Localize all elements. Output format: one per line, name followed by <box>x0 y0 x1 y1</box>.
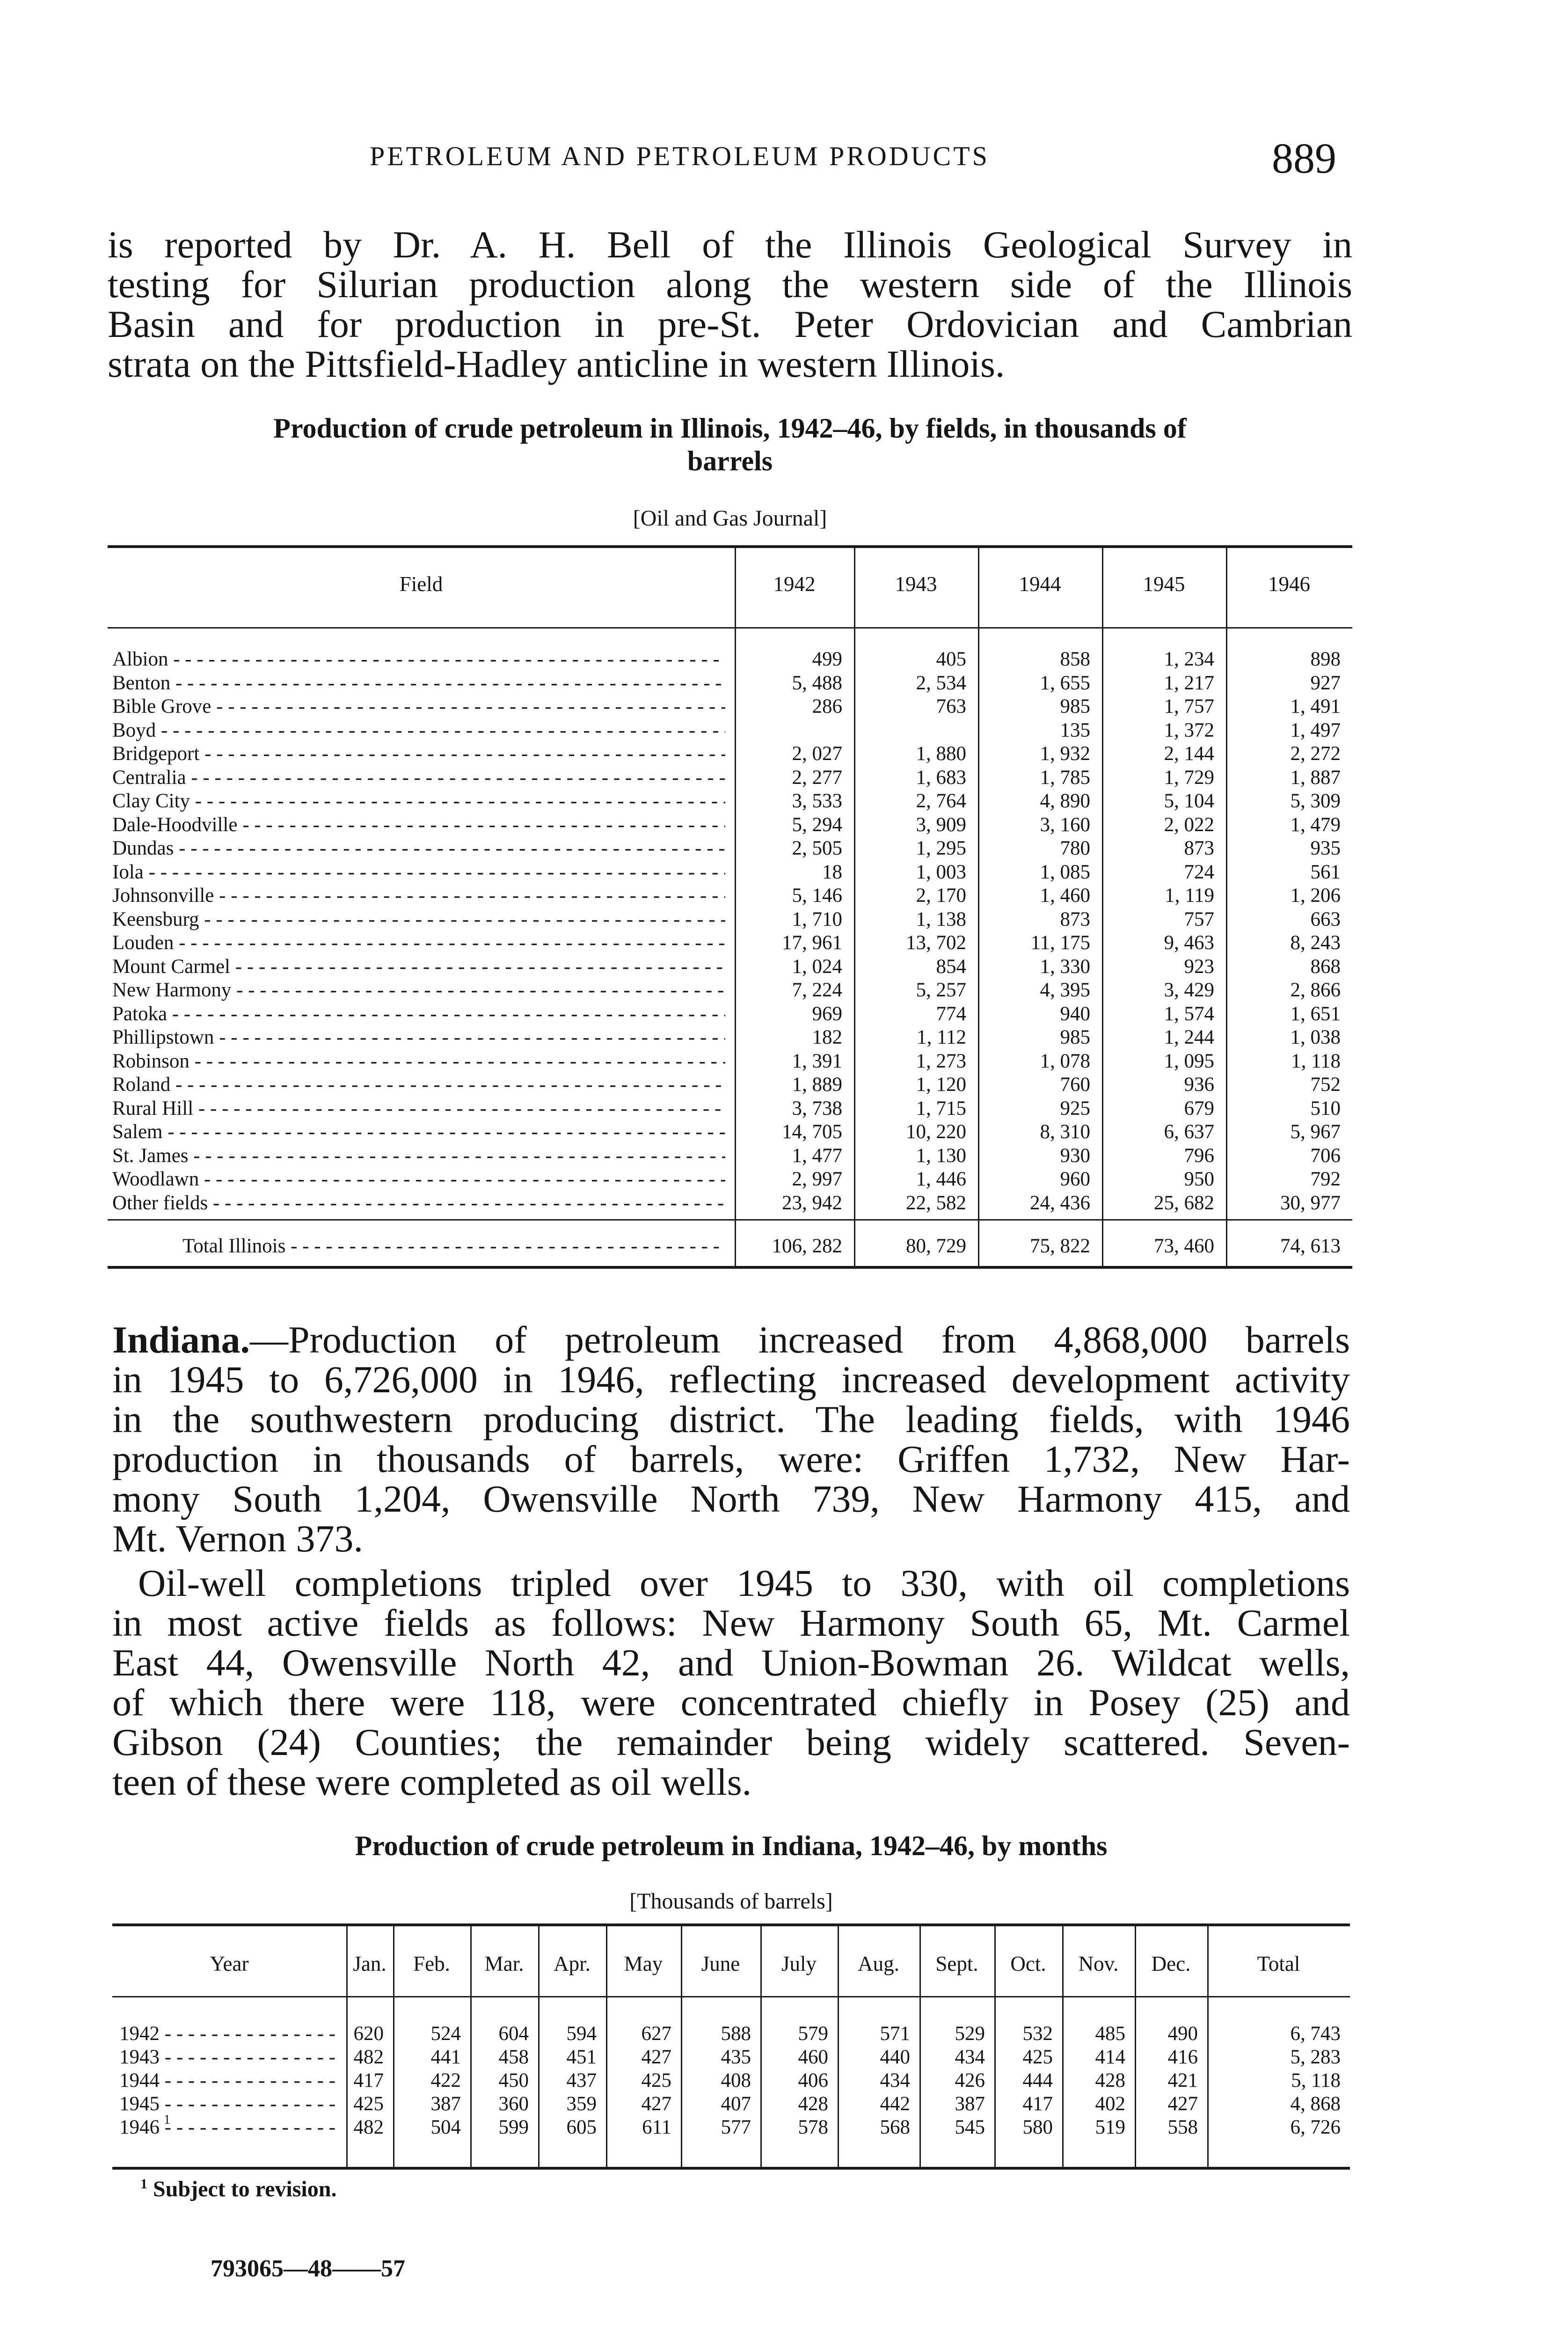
table-cell: 1, 217 <box>1164 672 1214 694</box>
table-cell: 135 <box>1060 719 1090 741</box>
table-cell: 482 <box>353 2046 384 2068</box>
total-cell: 75, 822 <box>1030 1235 1090 1257</box>
table-cell: 8, 243 <box>1290 932 1341 954</box>
table-cell: 960 <box>1060 1168 1090 1190</box>
column-header: 1943 <box>895 572 937 596</box>
table-cell: 425 <box>641 2069 671 2091</box>
table-cell: 2, 272 <box>1290 743 1341 765</box>
table-cell: 1, 477 <box>792 1144 842 1167</box>
table-cell: 599 <box>498 2116 529 2138</box>
table-cell: 9, 463 <box>1164 932 1214 954</box>
table-cell: 421 <box>1167 2069 1198 2091</box>
table-cell: 4, 395 <box>1040 979 1090 1001</box>
column-rule <box>735 545 736 1266</box>
table-cell: 858 <box>1060 648 1090 670</box>
table-cell: 2, 764 <box>916 790 966 812</box>
table-cell: 1, 683 <box>916 766 966 789</box>
table-cell: 5, 118 <box>1291 2069 1341 2091</box>
table-cell: 545 <box>955 2116 985 2138</box>
text-line: of which there were 118, were concentrated chiefly in Posey (25) and <box>112 1681 1350 1724</box>
table-cell: 1, 715 <box>916 1097 966 1119</box>
table-cell: 23, 942 <box>782 1192 842 1214</box>
print-code: 793065—48——57 <box>211 2255 405 2282</box>
table-cell: 1, 273 <box>916 1050 966 1072</box>
table-cell: 435 <box>721 2046 751 2068</box>
table-cell: 663 <box>1310 908 1341 930</box>
table-cell: 428 <box>798 2093 828 2115</box>
year-label: 1942 - - - <box>119 2022 339 2046</box>
table-cell: 8, 310 <box>1040 1121 1090 1143</box>
table-cell: 792 <box>1310 1168 1341 1190</box>
table-cell: 1, 085 <box>1040 861 1090 883</box>
table-cell: 1, 078 <box>1040 1050 1090 1072</box>
text-line: Gibson (24) Counties; the remainder being widely scattered. Seven- <box>112 1721 1350 1763</box>
column-header: May <box>624 1952 663 1975</box>
table-cell: 571 <box>880 2023 910 2045</box>
year-label: 1943 - - - <box>119 2045 339 2069</box>
total-cell: 80, 729 <box>906 1235 966 1257</box>
text-line: production in thousands of barrels, were: Griffen 1,732, New Har- <box>112 1438 1350 1480</box>
table-cell: 868 <box>1310 955 1341 978</box>
table-cell: 4, 890 <box>1040 790 1090 812</box>
table-cell: 6, 726 <box>1290 2116 1341 2138</box>
table-cell: 594 <box>566 2023 597 2045</box>
table-cell: 451 <box>566 2046 597 2068</box>
rule <box>108 545 1352 548</box>
table-cell: 460 <box>798 2046 828 2068</box>
table-cell: 1, 130 <box>916 1144 966 1167</box>
field-name: Iola - - - <box>112 860 725 884</box>
table-cell: 499 <box>812 648 842 670</box>
table-cell: 936 <box>1184 1074 1214 1096</box>
total-label: Total Illinois - - - <box>182 1234 725 1258</box>
table-cell: 1, 729 <box>1164 766 1214 789</box>
completions-paragraph <box>112 1563 1350 1802</box>
table-cell: 18 <box>822 861 842 883</box>
table-cell: 519 <box>1095 2116 1125 2138</box>
text-line: in 1945 to 6,726,000 in 1946, reflecting increased development activity <box>112 1358 1350 1401</box>
illinois-table-source: [Oil and Gas Journal] <box>633 506 827 531</box>
table-cell: 558 <box>1167 2116 1198 2138</box>
field-name: New Harmony - - - <box>112 978 725 1002</box>
table-cell: 442 <box>880 2093 910 2115</box>
column-rule <box>1102 545 1103 1266</box>
field-name: Bridgeport - - - <box>112 742 725 766</box>
table-cell: 578 <box>798 2116 828 2138</box>
table-cell: 440 <box>880 2046 910 2068</box>
field-name: Dundas - - - <box>112 836 725 860</box>
field-name: Albion - - - <box>112 647 725 671</box>
table-cell: 1, 206 <box>1290 885 1341 907</box>
table-cell: 490 <box>1167 2023 1198 2045</box>
column-header: Apr. <box>554 1952 591 1975</box>
table-cell: 1, 785 <box>1040 766 1090 789</box>
table-cell: 568 <box>880 2116 910 2138</box>
table-cell: 3, 738 <box>792 1097 842 1119</box>
table-cell: 3, 533 <box>792 790 842 812</box>
table-cell: 22, 582 <box>906 1192 966 1214</box>
table-cell: 2, 277 <box>792 766 842 789</box>
table-cell: 930 <box>1060 1144 1090 1167</box>
field-name: Boyd - - - <box>112 718 725 742</box>
table-cell: 925 <box>1060 1097 1090 1119</box>
page-number: 889 <box>1272 134 1336 182</box>
field-name: Salem - - - <box>112 1120 725 1144</box>
table-cell: 5, 294 <box>792 813 842 836</box>
footnote-ref: 1 <box>164 2113 170 2127</box>
field-name: Bible Grove - - - <box>112 695 725 718</box>
field-name: Benton - - - <box>112 671 725 695</box>
table-cell: 620 <box>353 2023 384 2045</box>
text-line: testing for Silurian production along the western side of the Illinois <box>108 263 1352 306</box>
table-cell: 2, 534 <box>916 672 966 694</box>
table-cell: 427 <box>1167 2093 1198 2115</box>
column-header: Mar. <box>484 1952 524 1975</box>
table-cell: 387 <box>430 2093 461 2115</box>
table-cell: 2, 170 <box>916 885 966 907</box>
footnote: $^1$ Subject to revision. <box>140 2176 337 2201</box>
table-cell: 485 <box>1095 2023 1125 2045</box>
table-cell: 935 <box>1310 837 1341 859</box>
table-cell: 529 <box>955 2023 985 2045</box>
column-rule <box>1226 545 1227 1266</box>
table-cell: 360 <box>498 2093 529 2115</box>
table-cell: 30, 977 <box>1280 1192 1341 1214</box>
table-cell: 1, 120 <box>916 1074 966 1096</box>
table-cell: 969 <box>812 1002 842 1025</box>
illinois-table-title: Production of crude petroleum in Illinois, 1942–46, by fields, in thousands of barrels <box>273 413 1187 476</box>
table-cell: 417 <box>353 2069 384 2091</box>
text-line: Basin and for production in pre-St. Peter Ordovician and Cambrian <box>108 303 1352 345</box>
table-cell: 1, 095 <box>1164 1050 1214 1072</box>
field-name: Rural Hill - - - <box>112 1097 725 1120</box>
table-cell: 427 <box>641 2046 671 2068</box>
table-cell: 3, 160 <box>1040 813 1090 836</box>
table-cell: 426 <box>955 2069 985 2091</box>
section-heading: Indiana. <box>112 1318 250 1361</box>
field-name: Johnsonville - - - <box>112 884 725 907</box>
table-cell: 1, 391 <box>792 1050 842 1072</box>
indiana-table-unit: [Thousands of barrels] <box>629 1889 833 1914</box>
table-cell: 434 <box>880 2069 910 2091</box>
field-name: St. James - - - <box>112 1144 725 1168</box>
table-cell: 1, 138 <box>916 908 966 930</box>
table-cell: 796 <box>1184 1144 1214 1167</box>
table-cell: 985 <box>1060 1026 1090 1048</box>
table-cell: 6, 743 <box>1290 2023 1341 2045</box>
table-cell: 605 <box>566 2116 597 2138</box>
year-label: 1946 - - - <box>119 2115 339 2139</box>
table-cell: 2, 022 <box>1164 813 1214 836</box>
table-cell: 1, 244 <box>1164 1026 1214 1048</box>
table-cell: 425 <box>1022 2046 1053 2068</box>
table-cell: 1, 460 <box>1040 885 1090 907</box>
table-cell: 1, 446 <box>916 1168 966 1190</box>
table-cell: 780 <box>1060 837 1090 859</box>
table-cell: 774 <box>936 1002 966 1025</box>
text-line: teen of these were completed as oil wells. <box>112 1761 752 1803</box>
column-header: 1942 <box>773 572 816 596</box>
table-cell: 927 <box>1310 672 1341 694</box>
table-cell: 950 <box>1184 1168 1214 1190</box>
rule <box>112 2167 1350 2170</box>
rule <box>108 627 1352 629</box>
field-name: Dale-Hoodville - - - <box>112 813 725 837</box>
table-cell: 2, 144 <box>1164 743 1214 765</box>
table-cell: 1, 651 <box>1290 1002 1341 1025</box>
table-cell: 611 <box>642 2116 671 2138</box>
table-cell: 24, 436 <box>1030 1192 1090 1214</box>
table-cell: 1, 119 <box>1165 885 1214 907</box>
table-cell: 752 <box>1310 1074 1341 1096</box>
table-cell: 524 <box>430 2023 461 2045</box>
table-cell: 417 <box>1022 2093 1053 2115</box>
field-name: Clay City - - - <box>112 789 725 813</box>
rule <box>112 1923 1350 1926</box>
table-cell: 182 <box>812 1026 842 1048</box>
rule <box>108 1219 1352 1221</box>
table-cell: 1, 889 <box>792 1074 842 1096</box>
table-cell: 405 <box>936 648 966 670</box>
column-header: Dec. <box>1151 1952 1191 1975</box>
table-cell: 7, 224 <box>792 979 842 1001</box>
text-line: mony South 1,204, Owensville North 739, New Harmony 415, and <box>112 1477 1350 1520</box>
year-label: 1944 - - - <box>119 2069 339 2092</box>
table-cell: 406 <box>798 2069 828 2091</box>
text-line: Indiana.—Production of petroleum increased from 4,868,000 barrels <box>112 1318 1350 1361</box>
intro-paragraph <box>108 225 1352 384</box>
table-cell: 1, 497 <box>1290 719 1341 741</box>
column-header: July <box>781 1952 817 1975</box>
column-header: 1946 <box>1268 572 1310 596</box>
table-cell: 1, 372 <box>1164 719 1214 741</box>
column-header: Field <box>399 572 443 596</box>
running-head: PETROLEUM AND PETROLEUM PRODUCTS <box>370 141 990 171</box>
table-cell: 13, 702 <box>906 932 966 954</box>
table-cell: 407 <box>721 2093 751 2115</box>
column-header: Sept. <box>935 1952 978 1975</box>
table-cell: 427 <box>641 2093 671 2115</box>
table-cell: 1, 038 <box>1290 1026 1341 1048</box>
table-cell: 1, 880 <box>916 743 966 765</box>
column-header: Nov. <box>1078 1952 1119 1975</box>
table-cell: 437 <box>566 2069 597 2091</box>
table-cell: 1, 491 <box>1290 695 1341 717</box>
table-cell: 5, 967 <box>1290 1121 1341 1143</box>
table-cell: 724 <box>1184 861 1214 883</box>
table-cell: 4, 868 <box>1290 2093 1341 2115</box>
table-cell: 1, 330 <box>1040 955 1090 978</box>
column-header: Jan. <box>353 1952 387 1975</box>
rule <box>112 1996 1350 1997</box>
table-cell: 1, 024 <box>792 955 842 978</box>
table-cell: 1, 003 <box>916 861 966 883</box>
column-header: Oct. <box>1010 1952 1046 1975</box>
table-cell: 5, 257 <box>916 979 966 1001</box>
table-cell: 5, 283 <box>1290 2046 1341 2068</box>
table-cell: 1, 479 <box>1290 813 1341 836</box>
table-cell: 1, 710 <box>792 908 842 930</box>
field-name: Woodlawn - - - <box>112 1167 725 1191</box>
field-name: Phillipstown - - - <box>112 1025 725 1049</box>
table-cell: 17, 961 <box>782 932 842 954</box>
text-line: Mt. Vernon 373. <box>112 1517 364 1560</box>
field-name: Other fields - - - <box>112 1191 725 1215</box>
total-cell: 73, 460 <box>1154 1235 1214 1257</box>
table-cell: 428 <box>1095 2069 1125 2091</box>
table-cell: 444 <box>1022 2069 1053 2091</box>
column-header: 1945 <box>1143 572 1185 596</box>
table-cell: 760 <box>1060 1074 1090 1096</box>
text-line: in most active fields as follows: New Harmony South 65, Mt. Carmel <box>112 1601 1350 1644</box>
table-cell: 873 <box>1184 837 1214 859</box>
table-cell: 873 <box>1060 908 1090 930</box>
column-header: June <box>701 1952 740 1975</box>
text-line: strata on the Pittsfield-Hadley anticline in western Illinois. <box>108 343 1005 385</box>
table-cell: 627 <box>641 2023 671 2045</box>
table-cell: 1, 757 <box>1164 695 1214 717</box>
table-cell: 425 <box>353 2093 384 2115</box>
table-cell: 2, 505 <box>792 837 842 859</box>
table-cell: 482 <box>353 2116 384 2138</box>
table-cell: 577 <box>721 2116 751 2138</box>
field-name: Patoka - - - <box>112 1002 725 1026</box>
table-cell: 1, 655 <box>1040 672 1090 694</box>
table-cell: 604 <box>498 2023 529 2045</box>
table-cell: 450 <box>498 2069 529 2091</box>
table-cell: 359 <box>566 2093 597 2115</box>
table-cell: 1, 118 <box>1291 1050 1341 1072</box>
table-cell: 5, 104 <box>1164 790 1214 812</box>
table-cell: 402 <box>1095 2093 1125 2115</box>
table-cell: 757 <box>1184 908 1214 930</box>
table-cell: 679 <box>1184 1097 1214 1119</box>
table-cell: 14, 705 <box>782 1121 842 1143</box>
table-cell: 25, 682 <box>1154 1192 1214 1214</box>
table-cell: 416 <box>1167 2046 1198 2068</box>
column-header: Total <box>1257 1952 1300 1975</box>
table-cell: 434 <box>955 2046 985 2068</box>
table-cell: 580 <box>1022 2116 1053 2138</box>
column-header: Feb. <box>413 1952 450 1975</box>
table-cell: 1, 574 <box>1164 1002 1214 1025</box>
table-cell: 2, 027 <box>792 743 842 765</box>
table-cell: 706 <box>1310 1144 1341 1167</box>
table-cell: 985 <box>1060 695 1090 717</box>
table-cell: 3, 909 <box>916 813 966 836</box>
field-name: Robinson - - - <box>112 1049 725 1073</box>
table-cell: 561 <box>1310 861 1341 883</box>
field-name: Keensburg - - - <box>112 907 725 931</box>
table-cell: 458 <box>498 2046 529 2068</box>
table-cell: 923 <box>1184 955 1214 978</box>
text-line: in the southwestern producing district. The leading fields, with 1946 <box>112 1398 1350 1441</box>
text-line: Oil-well completions tripled over 1945 to 330, with oil completions <box>138 1562 1350 1604</box>
table-cell: 408 <box>721 2069 751 2091</box>
table-cell: 854 <box>936 955 966 978</box>
indiana-paragraph <box>112 1320 1350 1558</box>
table-cell: 510 <box>1310 1097 1341 1119</box>
table-cell: 5, 309 <box>1290 790 1341 812</box>
table-cell: 1, 295 <box>916 837 966 859</box>
table-cell: 11, 175 <box>1030 932 1090 954</box>
field-name: Louden - - - <box>112 931 725 955</box>
table-cell: 763 <box>936 695 966 717</box>
text-line: East 44, Owensville North 42, and Union-Bowman 26. Wildcat wells, <box>112 1641 1350 1684</box>
table-cell: 579 <box>798 2023 828 2045</box>
table-cell: 532 <box>1022 2023 1053 2045</box>
table-cell: 588 <box>721 2023 751 2045</box>
total-cell: 106, 282 <box>772 1235 842 1257</box>
table-cell: 387 <box>955 2093 985 2115</box>
column-rule <box>854 545 855 1266</box>
rule <box>108 1266 1352 1269</box>
table-cell: 1, 234 <box>1164 648 1214 670</box>
column-rule <box>978 545 979 1266</box>
table-cell: 1, 932 <box>1040 743 1090 765</box>
table-cell: 504 <box>430 2116 461 2138</box>
table-cell: 2, 866 <box>1290 979 1341 1001</box>
column-header: 1944 <box>1019 572 1061 596</box>
total-cell: 74, 613 <box>1280 1235 1341 1257</box>
field-name: Roland - - - <box>112 1073 725 1097</box>
table-cell: 5, 146 <box>792 885 842 907</box>
year-label: 1945 - - - <box>119 2092 339 2116</box>
table-cell: 1, 887 <box>1290 766 1341 789</box>
field-name: Mount Carmel - - - <box>112 955 725 979</box>
indiana-table-title: Production of crude petroleum in Indiana, 1942–46, by months <box>355 1830 1108 1861</box>
table-cell: 898 <box>1310 648 1341 670</box>
table-cell: 422 <box>430 2069 461 2091</box>
text-line: is reported by Dr. A. H. Bell of the Illinois Geological Survey in <box>108 223 1352 266</box>
table-cell: 441 <box>430 2046 461 2068</box>
field-name: Centralia - - - <box>112 766 725 790</box>
table-cell: 3, 429 <box>1164 979 1214 1001</box>
column-header: Aug. <box>858 1952 899 1975</box>
table-cell: 2, 997 <box>792 1168 842 1190</box>
table-cell: 414 <box>1095 2046 1125 2068</box>
table-cell: 10, 220 <box>906 1121 966 1143</box>
table-cell: 1, 112 <box>917 1026 966 1048</box>
table-cell: 5, 488 <box>792 672 842 694</box>
table-cell: 940 <box>1060 1002 1090 1025</box>
table-cell: 6, 637 <box>1164 1121 1214 1143</box>
column-header: Year <box>210 1952 249 1975</box>
table-cell: 286 <box>812 695 842 717</box>
